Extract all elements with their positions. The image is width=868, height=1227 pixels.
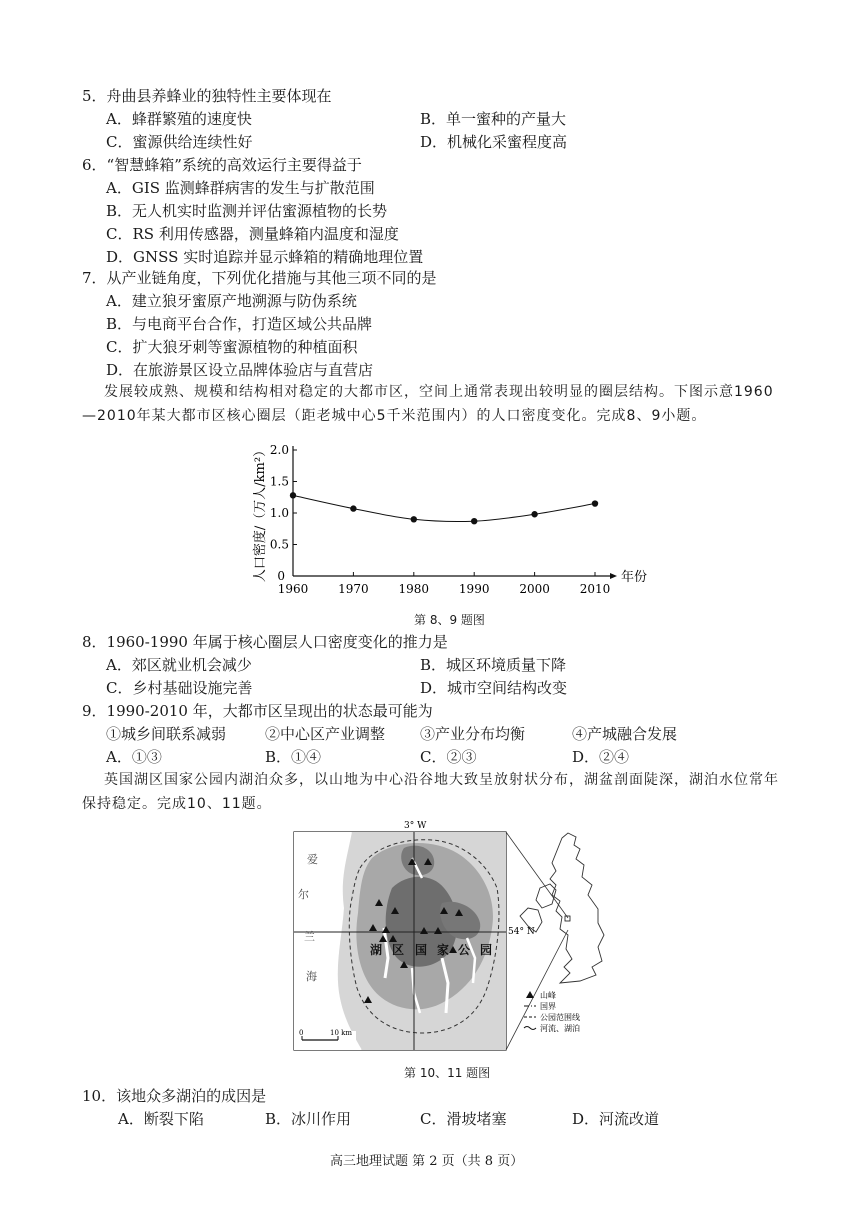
y-tick-label: 1.5 <box>269 474 289 489</box>
q6-option-a: A．GIS 监测蜂群病害的发生与扩散范围 <box>106 179 375 197</box>
x-axis-label: 年份 <box>621 570 648 585</box>
map-park-char-2: 区 <box>392 943 405 957</box>
q9-item-2: ②中心区产业调整 <box>265 725 386 743</box>
x-tick-label: 1970 <box>338 582 369 596</box>
map-park-char-5: 公 <box>458 943 471 957</box>
q5-option-a: A．蜂群繁殖的速度快 <box>106 110 252 128</box>
density-line <box>293 495 595 521</box>
q6-option-d: D．GNSS 实时追踪并显示蜂箱的精确地理位置 <box>106 248 424 266</box>
lake-district-map <box>292 818 637 1053</box>
q8-option-c: C．乡村基础设施完善 <box>106 679 253 697</box>
map-lat-label: 54° N <box>508 927 535 937</box>
x-tick-label: 1980 <box>398 582 430 596</box>
legend-river-lake: 河流、湖泊 <box>540 1024 580 1033</box>
q5-option-b: B．单一蜜种的产量大 <box>420 110 567 128</box>
y-axis-label: 人口密度/（万人/km²） <box>253 443 268 583</box>
x-tick-label: 2010 <box>579 582 611 596</box>
map-scale-zero: 0 <box>299 1029 304 1037</box>
data-point <box>411 516 417 522</box>
y-tick-label: 1.0 <box>269 506 289 520</box>
legend-border: 国界 <box>540 1002 556 1011</box>
data-point <box>290 492 296 498</box>
q10-option-d: D．河流改道 <box>572 1110 660 1128</box>
q8-option-a: A．郊区就业机会减少 <box>106 656 252 674</box>
data-point <box>592 500 598 506</box>
x-axis-arrow <box>610 573 617 579</box>
chart-caption: 第 8、9 题图 <box>414 613 485 627</box>
q7-stem: 7．从产业链角度，下列优化措施与其他三项不同的是 <box>82 269 437 287</box>
q9-item-3: ③产业分布均衡 <box>420 725 526 743</box>
q7-option-b: B．与电商平台合作，打造区域公共品牌 <box>106 315 373 333</box>
map-sea-char-4: 海 <box>306 970 317 983</box>
map-park-char-1: 湖 <box>370 943 383 957</box>
q9-stem: 9．1990-2010 年，大都市区呈现出的状态最可能为 <box>82 702 433 720</box>
q9-option-d: D．②④ <box>572 748 630 766</box>
q6-stem: 6．“智慧蜂箱”系统的高效运行主要得益于 <box>82 156 362 174</box>
q10-option-c: C．滑坡堵塞 <box>420 1110 507 1128</box>
q10-option-b: B．冰川作用 <box>265 1110 352 1128</box>
map-sea-char-3: 兰 <box>304 930 315 943</box>
legend-peak: 山峰 <box>540 991 556 1000</box>
map-sea-char-1: 爱 <box>307 853 318 866</box>
q9-option-c: C．②③ <box>420 748 477 766</box>
q6-option-b: B．无人机实时监测并评估蜜源植物的长势 <box>106 202 388 220</box>
q6-option-c: C．RS 利用传感器，测量蜂箱内温度和湿度 <box>106 225 399 243</box>
q10-stem: 10．该地众多湖泊的成因是 <box>82 1087 267 1105</box>
legend-park-boundary: 公园范围线 <box>540 1013 580 1022</box>
q8-option-b: B．城区环境质量下降 <box>420 656 567 674</box>
q5-option-d: D．机械化采蜜程度高 <box>420 133 568 151</box>
q5-stem: 5．舟曲县养蜂业的独特性主要体现在 <box>82 87 332 105</box>
passage-10-11: 英国湖区国家公园内湖泊众多，以山地为中心沿谷地大致呈放射状分布，湖盆剖面陡深，湖泊水位常年保持稳定。完成10、11题。 <box>82 772 779 812</box>
q9-option-b: B．①④ <box>265 748 322 766</box>
data-point <box>531 511 537 517</box>
q7-option-a: A．建立狼牙蜜原产地溯源与防伪系统 <box>106 292 357 310</box>
q10-option-a: A．断裂下陷 <box>118 1110 204 1128</box>
map-scale-label: 10 km <box>330 1029 353 1037</box>
x-tick-label: 1990 <box>458 582 490 596</box>
y-tick-label: 2.0 <box>269 443 289 457</box>
y-tick-label: 0.5 <box>269 537 289 552</box>
q8-option-d: D．城市空间结构改变 <box>420 679 568 697</box>
data-point <box>471 518 477 524</box>
page-footer: 高三地理试题 第 2 页（共 8 页） <box>330 1154 524 1169</box>
map-sea-char-2: 尔 <box>298 888 309 901</box>
map-park-char-4: 家 <box>437 943 450 957</box>
map-park-char-6: 园 <box>480 943 493 957</box>
q9-option-a: A．①③ <box>106 748 162 766</box>
q5-option-c: C．蜜源供给连续性好 <box>106 133 253 151</box>
map-lon-label: 3° W <box>404 821 427 831</box>
q7-option-c: C．扩大狼牙刺等蜜源植物的种植面积 <box>106 338 358 356</box>
q9-item-1: ①城乡间联系减弱 <box>106 725 227 743</box>
x-tick-label: 2000 <box>519 582 550 596</box>
data-point <box>350 505 356 511</box>
q9-item-4: ④产城融合发展 <box>572 725 678 743</box>
y-tick-label: 0 <box>277 569 285 583</box>
population-density-chart <box>250 438 650 608</box>
x-tick-label: 1960 <box>277 582 309 596</box>
passage-8-9: 发展较成熟、规模和结构相对稳定的大都市区，空间上通常表现出较明显的圈层结构。下图示意1960—2010年某大都市区核心圈层（距老城中心5千米范围内）的人口密度变化。完成8、9小题。 <box>82 384 774 424</box>
map-park-char-3: 国 <box>415 943 428 957</box>
map-caption: 第 10、11 题图 <box>404 1066 491 1080</box>
q8-stem: 8．1960-1990 年属于核心圈层人口密度变化的推力是 <box>82 633 448 651</box>
q7-option-d: D．在旅游景区设立品牌体验店与直营店 <box>106 361 374 379</box>
